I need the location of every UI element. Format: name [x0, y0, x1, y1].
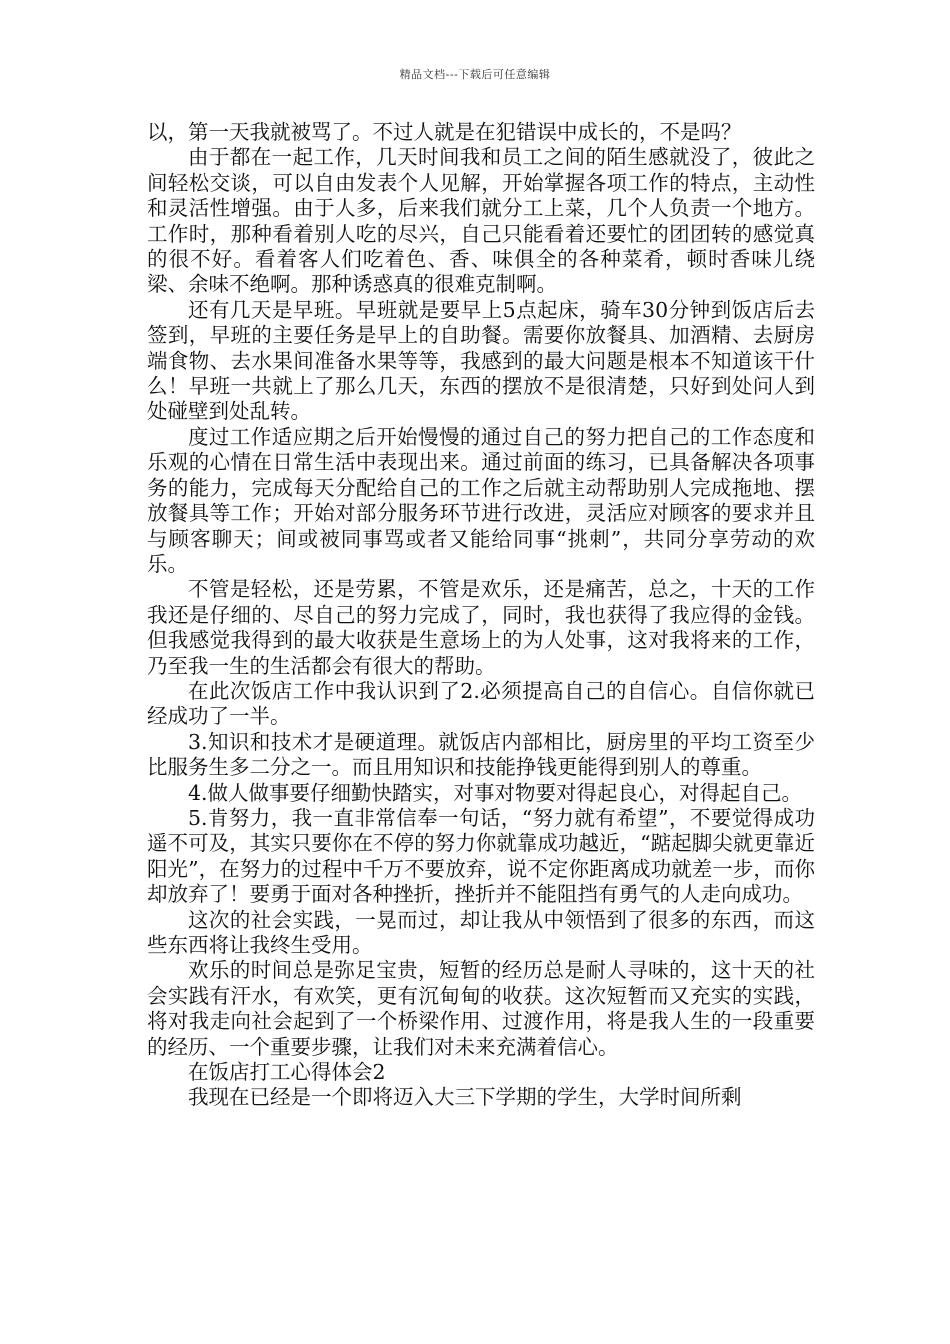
paragraph: 5.肯努力，我一直非常信奉一句话，“努力就有希望”，不要觉得成功遥不可及，其实只要你在不停的努力你就靠成功越近，“踮起脚尖就更靠近阳光”，在努力的过程中千万不要放弃，说不定你距离成功就差一步，而你却放弃了！要勇于面对各种挫折，挫折并不能阻挡有勇气的人走向成功。 — [147, 805, 815, 907]
page-header: 精品文档---下载后可任意编辑 — [399, 68, 551, 81]
paragraph: 这次的社会实践，一晃而过，却让我从中领悟到了很多的东西，而这些东西将让我终生受用。 — [147, 907, 815, 957]
paragraph: 欢乐的时间总是弥足宝贵，短暂的经历总是耐人寻味的，这十天的社会实践有汗水，有欢笑，更有沉甸甸的收获。这次短暂而又充实的实践，将对我走向社会起到了一个桥梁作用、过渡作用，将是我人生的一段重要的经历、一个重要步骤，让我们对未来充满着信心。 — [147, 958, 815, 1059]
paragraph: 由于都在一起工作，几天时间我和员工之间的陌生感就没了，彼此之间轻松交谈，可以自由发表个人见解，开始掌握各项工作的特点，主动性和灵活性增强。由于人多，后来我们就分工上菜，几个人负责一个地方。工作时，那种看着别人吃的尽兴，自己只能看着还要忙的团团转的感觉真的很不好。看着客人们吃着色、香、味俱全的各种菜肴，顿时香味儿绕梁、余味不绝啊。那种诱惑真的很难克制啊。 — [147, 145, 815, 297]
paragraph: 以，第一天我就被骂了。不过人就是在犯错误中成长的，不是吗？ — [147, 120, 742, 144]
document-body — [147, 120, 815, 1111]
paragraph: 在此次饭店工作中我认识到了2.必须提高自己的自信心。自信你就已经成功了一半。 — [147, 678, 815, 729]
paragraph: 3.知识和技术才是硬道理。就饭店内部相比，厨房里的平均工资至少比服务生多二分之一。而且用知识和技能挣钱更能得到别人的尊重。 — [147, 729, 815, 780]
paragraph: 度过工作适应期之后开始慢慢的通过自己的努力把自己的工作态度和乐观的心情在日常生活中表现出来。通过前面的练习，已具备解决各项事务的能力，完成每天分配给自己的工作之后就主动帮助别人完成拖地、摆放餐具等工作；开始对部分服务环节进行改进，灵活应对顾客的要求并且与顾客聊天；间或被同事骂或者又能给同事“挑刺”，共同分享劳动的欢乐。 — [147, 424, 815, 576]
section-title: 在饭店打工心得体会2 — [188, 1060, 386, 1085]
paragraph: 4.做人做事要仔细勤快踏实，对事对物要对得起良心，对得起自己。 — [188, 780, 803, 805]
paragraph: 还有几天是早班。早班就是要早上5点起床，骑车30分钟到饭店后去签到，早班的主要任务是早上的自助餐。需要你放餐具、加酒精、去厨房端食物、去水果间准备水果等等，我感到的最大问题是根本不知道该干什么！早班一共就上了那么几天，东西的摆放不是很清楚，只好到处问人到处碰壁到处乱转。 — [147, 297, 815, 424]
paragraph: 不管是轻松，还是劳累，不管是欢乐，还是痛苦，总之，十天的工作我还是仔细的、尽自己的努力完成了，同时，我也获得了我应得的金钱。但我感觉我得到的最大收获是生意场上的为人处事，这对我将来的工作，乃至我一生的生活都会有很大的帮助。 — [147, 577, 815, 678]
paragraph: 我现在已经是一个即将迈入大三下学期的学生，大学时间所剩 — [188, 1085, 742, 1110]
